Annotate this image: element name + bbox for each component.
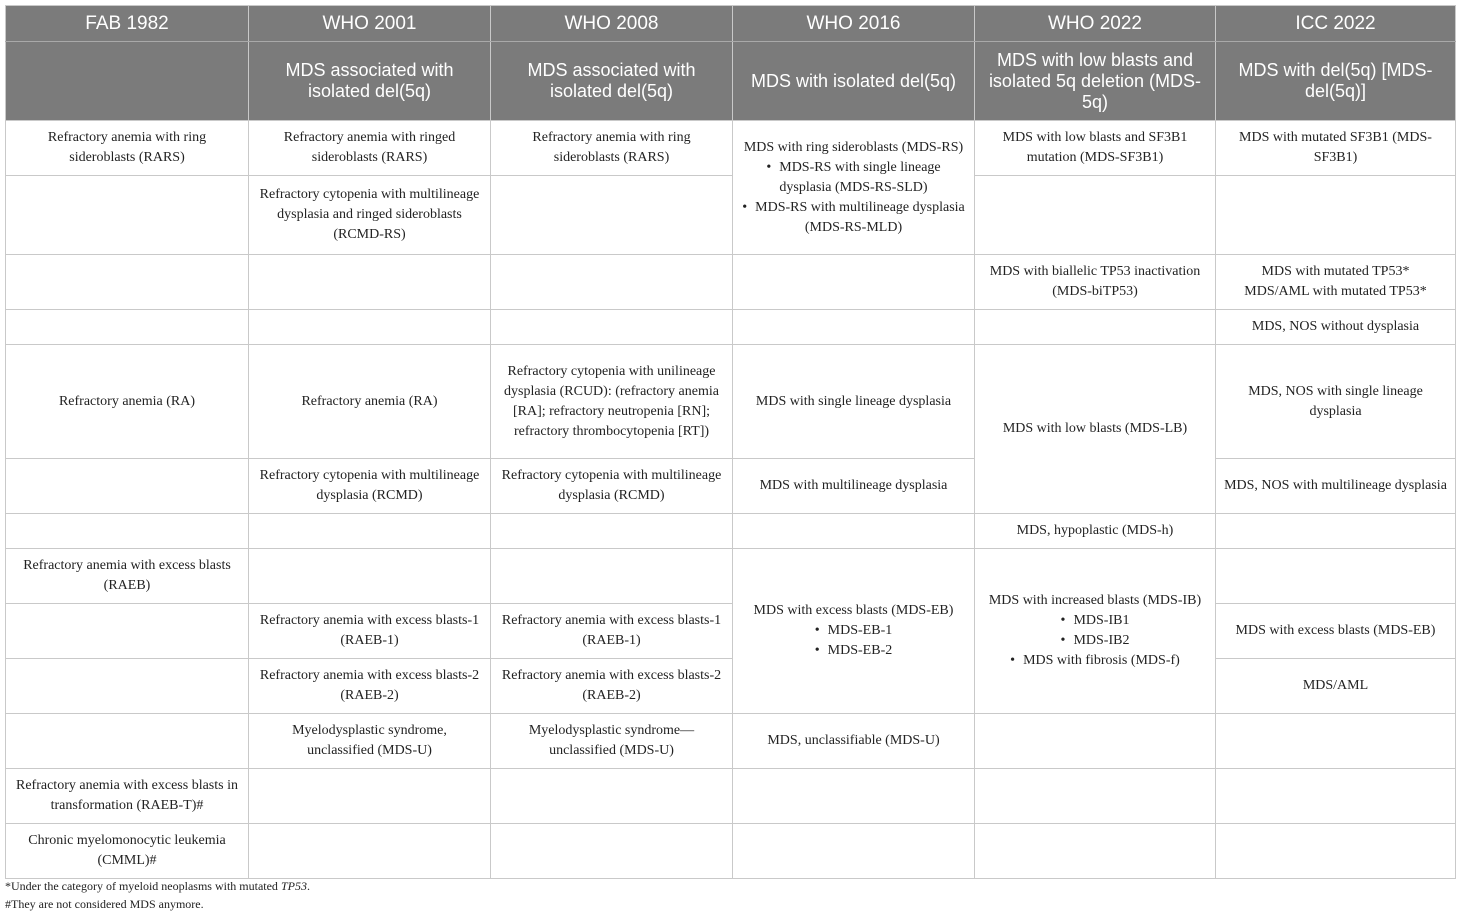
list-item: • MDS-IB1: [983, 611, 1207, 631]
header-who-2022: WHO 2022: [975, 6, 1216, 42]
icc-tp53-mds-aml: MDS/AML with mutated TP53*: [1244, 284, 1427, 299]
cell-empty: [975, 769, 1216, 824]
cell-empty: [1216, 514, 1456, 549]
mds-eb-title: MDS with excess blasts (MDS-EB): [753, 603, 954, 618]
cell-who2016-sld: MDS with single lineage dysplasia: [733, 345, 975, 459]
icc-tp53-mds: MDS with mutated TP53*: [1261, 264, 1410, 279]
mds-eb-list: [741, 621, 966, 661]
mds-rs-title: MDS with ring sideroblasts (MDS-RS): [743, 139, 964, 155]
list-item: • MDS with fibrosis (MDS-f): [983, 651, 1207, 671]
cell-empty: [491, 255, 733, 310]
cell-icc-eb: MDS with excess blasts (MDS-EB): [1216, 604, 1456, 659]
cell-empty: [6, 514, 249, 549]
mds-classification-table: [5, 5, 1456, 879]
table-row: [6, 714, 1456, 769]
cell-empty: [6, 459, 249, 514]
del5q-fab-1982: [6, 42, 249, 121]
cell-icc-sf3b1: MDS with mutated SF3B1 (MDS-SF3B1): [1216, 121, 1456, 176]
del5q-who-2016: MDS with isolated del(5q): [733, 42, 975, 121]
cell-icc-nos-without-dysplasia: MDS, NOS without dysplasia: [1216, 310, 1456, 345]
mds-rs-list: [741, 158, 966, 238]
table-footnotes: [5, 877, 310, 913]
cell-empty: [6, 659, 249, 714]
cell-icc-mds-aml: MDS/AML: [1216, 659, 1456, 714]
cell-who2001-rars: Refractory anemia with ringed sideroblasts (RARS): [249, 121, 491, 176]
footnote-tp53-suffix: .: [306, 879, 310, 893]
cell-empty: [6, 255, 249, 310]
header-row-del5q: [6, 42, 1456, 121]
cell-empty: [975, 176, 1216, 255]
del5q-who-2001: MDS associated with isolated del(5q): [249, 42, 491, 121]
cell-who2022-mds-lb: MDS with low blasts (MDS-LB): [975, 345, 1216, 514]
cell-fab-raeb: Refractory anemia with excess blasts (RAEB): [6, 549, 249, 604]
cell-fab-raeb-t: Refractory anemia with excess blasts in transformation (RAEB-T)#: [6, 769, 249, 824]
cell-empty: [1216, 824, 1456, 879]
cell-who2008-raeb1: Refractory anemia with excess blasts-1 (RAEB-1): [491, 604, 733, 659]
header-row-years: [6, 6, 1456, 42]
cell-empty: [733, 769, 975, 824]
table-row: [6, 121, 1456, 176]
cell-empty: [6, 176, 249, 255]
header-who-2001: WHO 2001: [249, 6, 491, 42]
cell-empty: [491, 549, 733, 604]
cell-who2022-hypoplastic: MDS, hypoplastic (MDS-h): [975, 514, 1216, 549]
cell-icc-tp53: [1216, 255, 1456, 310]
cell-icc-nos-single: MDS, NOS with single lineage dysplasia: [1216, 345, 1456, 459]
cell-who2001-raeb1: Refractory anemia with excess blasts-1 (RAEB-1): [249, 604, 491, 659]
footnote-tp53-prefix: *Under the category of myeloid neoplasms with mutated: [5, 879, 281, 893]
cell-empty: [491, 514, 733, 549]
list-item: • MDS-RS with single lineage dysplasia (MDS-RS-SLD): [741, 158, 966, 198]
cell-empty: [6, 714, 249, 769]
table-row: [6, 659, 1456, 714]
cell-who2016-mds-rs: [733, 121, 975, 255]
cell-who2022-tp53: MDS with biallelic TP53 inactivation (MDS-biTP53): [975, 255, 1216, 310]
list-item: • MDS-EB-2: [741, 641, 966, 661]
cell-who2001-rcmd-rs: Refractory cytopenia with multilineage dysplasia and ringed sideroblasts (RCMD-RS): [249, 176, 491, 255]
mds-ib-title: MDS with increased blasts (MDS-IB): [988, 593, 1202, 608]
cell-empty: [491, 310, 733, 345]
table-row: [6, 549, 1456, 604]
del5q-who-2008: MDS associated with isolated del(5q): [491, 42, 733, 121]
cell-empty: [733, 255, 975, 310]
list-item: • MDS-EB-1: [741, 621, 966, 641]
cell-fab-rars: Refractory anemia with ring sideroblasts (RARS): [6, 121, 249, 176]
list-item: • MDS-RS with multilineage dysplasia (MDS-RS-MLD): [741, 198, 966, 238]
cell-empty: [6, 604, 249, 659]
cell-empty: [1216, 176, 1456, 255]
table-row: [6, 310, 1456, 345]
cell-empty: [1216, 769, 1456, 824]
cell-fab-ra: Refractory anemia (RA): [6, 345, 249, 459]
cell-empty: [6, 310, 249, 345]
table-row: [6, 176, 1456, 255]
cell-who2016-mds-u: MDS, unclassifiable (MDS-U): [733, 714, 975, 769]
cell-fab-cmml: Chronic myelomonocytic leukemia (CMML)#: [6, 824, 249, 879]
cell-icc-nos-multi: MDS, NOS with multilineage dysplasia: [1216, 459, 1456, 514]
cell-empty: [249, 310, 491, 345]
cell-empty: [1216, 714, 1456, 769]
cell-who2008-mds-u: Myelodysplastic syndrome—unclassified (MDS-U): [491, 714, 733, 769]
cell-who2001-rcmd: Refractory cytopenia with multilineage dysplasia (RCMD): [249, 459, 491, 514]
cell-who2001-raeb2: Refractory anemia with excess blasts-2 (RAEB-2): [249, 659, 491, 714]
cell-who2008-rcud: Refractory cytopenia with unilineage dysplasia (RCUD): (refractory anemia [RA]; refractory neutropenia [RN]; refractory thrombocytopenia [RT]): [491, 345, 733, 459]
cell-who2008-rcmd: Refractory cytopenia with multilineage dysplasia (RCMD): [491, 459, 733, 514]
footnote-tp53-gene: TP53: [280, 879, 307, 893]
table-row: [6, 459, 1456, 514]
cell-empty: [249, 255, 491, 310]
table-row: [6, 604, 1456, 659]
list-item: • MDS-IB2: [983, 631, 1207, 651]
cell-empty: [975, 824, 1216, 879]
header-fab-1982: FAB 1982: [6, 6, 249, 42]
cell-empty: [1216, 549, 1456, 604]
cell-who2001-ra: Refractory anemia (RA): [249, 345, 491, 459]
cell-empty: [975, 714, 1216, 769]
table-row: [6, 824, 1456, 879]
cell-empty: [491, 769, 733, 824]
table-row: [6, 255, 1456, 310]
footnote-not-mds: #They are not considered MDS anymore.: [5, 897, 204, 911]
del5q-icc-2022: MDS with del(5q) [MDS-del(5q)]: [1216, 42, 1456, 121]
mds-ib-list: [983, 611, 1207, 671]
cell-who2022-mds-ib: [975, 549, 1216, 714]
cell-empty: [733, 514, 975, 549]
cell-who2001-mds-u: Myelodysplastic syndrome, unclassified (MDS-U): [249, 714, 491, 769]
footnote-tp53: [5, 877, 310, 895]
cell-empty: [733, 310, 975, 345]
table-row: [6, 514, 1456, 549]
cell-empty: [249, 549, 491, 604]
cell-who2022-sf3b1: MDS with low blasts and SF3B1 mutation (MDS-SF3B1): [975, 121, 1216, 176]
table-row: [6, 345, 1456, 459]
cell-empty: [249, 514, 491, 549]
header-icc-2022: ICC 2022: [1216, 6, 1456, 42]
cell-empty: [249, 769, 491, 824]
header-who-2016: WHO 2016: [733, 6, 975, 42]
cell-empty: [733, 824, 975, 879]
del5q-who-2022: MDS with low blasts and isolated 5q deletion (MDS-5q): [975, 42, 1216, 121]
cell-empty: [491, 824, 733, 879]
cell-who2008-rars: Refractory anemia with ring sideroblasts (RARS): [491, 121, 733, 176]
cell-empty: [249, 824, 491, 879]
cell-who2016-mds-eb: [733, 549, 975, 714]
header-who-2008: WHO 2008: [491, 6, 733, 42]
cell-empty: [975, 310, 1216, 345]
cell-empty: [491, 176, 733, 255]
cell-who2008-raeb2: Refractory anemia with excess blasts-2 (RAEB-2): [491, 659, 733, 714]
cell-who2016-mld: MDS with multilineage dysplasia: [733, 459, 975, 514]
table-row: [6, 769, 1456, 824]
